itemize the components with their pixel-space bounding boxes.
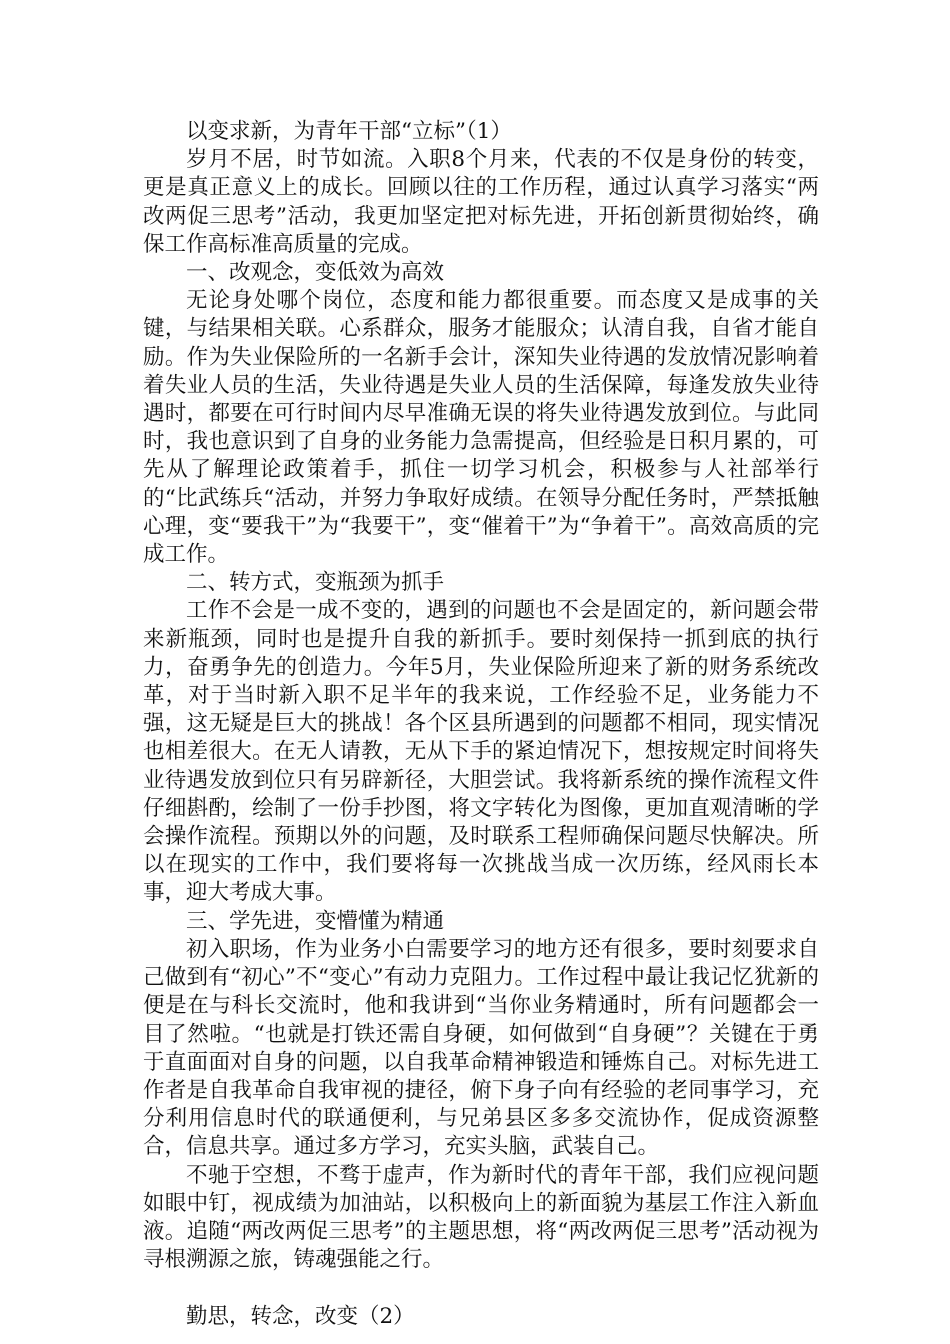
section-3-paragraph: 初入职场，作为业务小白需要学习的地方还有很多，要时刻要求自己做到有“初心”不“变心”有动力克阻力。工作过程中最让我记忆犹新的便是在与科长交流时，他和我讲到“当你业务精通时，所有问题都会一目了然啦。“也就是打铁还需自身硬，如何做到“自身硬”？关键在于勇于直面面对自身的问题，以自我革命精神锻造和锤炼自己。对标先进工作者是自我革命自我审视的捷径，俯下身子向有经验的老同事学习，充分利用信息时代的联通便利，与兄弟县区多多交流协作，促成资源整合，信息共享。通过多方学习，充实头脑，武装自己。 bbox=[143, 936, 819, 1160]
blank-line bbox=[143, 1274, 819, 1302]
article-1-title: 以变求新，为青年干部“立标”（1） bbox=[186, 119, 512, 144]
document-body bbox=[143, 118, 819, 1331]
article-2-title: 勤思，转念，改变（2） bbox=[186, 1303, 415, 1329]
intro-paragraph: 岁月不居，时节如流。入职8个月来，代表的不仅是身份的转变，更是真正意义上的成长。回顾以往的工作历程，通过认真学习落实“两改两促三思考”活动，我更加坚定把对标先进，开拓创新贯彻始终，确保工作高标准高质量的完成。 bbox=[143, 147, 819, 257]
section-2-paragraph: 工作不会是一成不变的，遇到的问题也不会是固定的，新问题会带来新瓶颈，同时也是提升自我的新抓手。要时刻保持一抓到底的执行力，奋勇争先的创造力。今年5月，失业保险所迎来了新的财务系统改革，对于当时新入职不足半年的我来说，工作经验不足，业务能力不强，这无疑是巨大的挑战！各个区县所遇到的问题都不相同，现实情况也相差很大。在无人请教，无从下手的紧迫情况下，想按规定时间将失业待遇发放到位只有另辟新径，大胆尝试。我将新系统的操作流程文件仔细斟酌，绘制了一份手抄图，将文字转化为图像，更加直观清晰的学会操作流程。预期以外的问题，及时联系工程师确保问题尽快解决。所以在现实的工作中，我们要将每一次挑战当成一次历练，经风雨长本事，迎大考成大事。 bbox=[143, 598, 819, 906]
section-1-heading: 一、改观念，变低效为高效 bbox=[186, 260, 445, 286]
section-1-paragraph: 无论身处哪个岗位，态度和能力都很重要。而态度又是成事的关键，与结果相关联。心系群众，服务才能服众；认清自我，自省才能自励。作为失业保险所的一名新手会计，深知失业待遇的发放情况影响着着失业人员的生活，失业待遇是失业人员的生活保障，每逢发放失业待遇时，都要在可行时间内尽早准确无误的将失业待遇发放到位。与此同时，我也意识到了自身的业务能力急需提高，但经验是日积月累的，可先从了解理论政策着手，抓住一切学习机会，积极参与人社部举行的“比武练兵“活动，并努力争取好成绩。在领导分配任务时，严禁抵触心理，变“要我干”为“我要干”，变“催着干”为“争着干”。高效高质的完成工作。 bbox=[143, 288, 819, 568]
section-3-heading: 三、学先进，变懵懂为精通 bbox=[186, 908, 445, 934]
section-2-heading: 二、转方式，变瓶颈为抓手 bbox=[186, 570, 445, 596]
conclusion-paragraph: 不驰于空想，不骛于虚声，作为新时代的青年干部，我们应视问题如眼中钉，视成绩为加油站，以积极向上的新面貌为基层工作注入新血液。追随“两改两促三思考”的主题思想，将“两改两促三思考”活动视为寻根溯源之旅，铸魂强能之行。 bbox=[143, 1162, 819, 1273]
